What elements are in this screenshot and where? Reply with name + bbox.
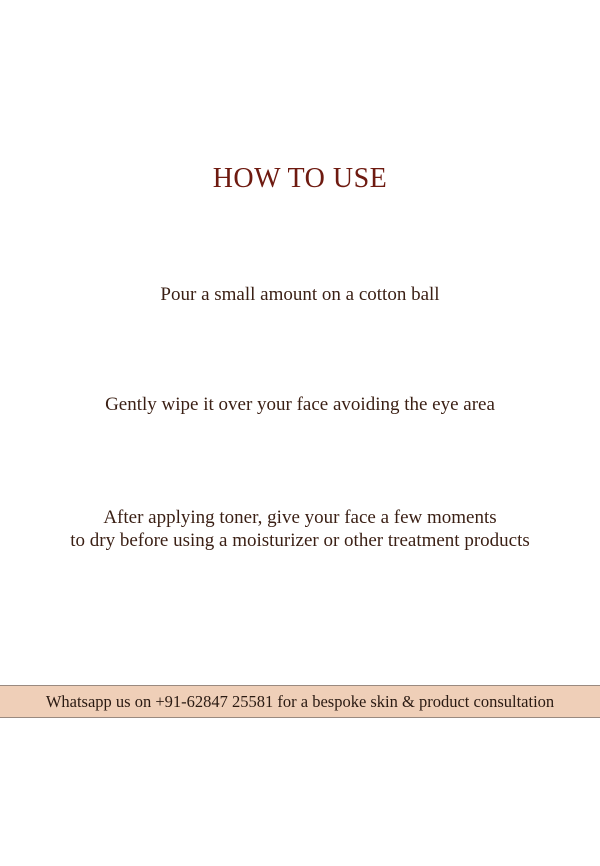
instruction-step-3 [0,506,600,552]
whatsapp-consultation-banner [0,685,600,718]
instruction-step-1: Pour a small amount on a cotton ball [160,284,440,305]
instruction-step-2: Gently wipe it over your face avoiding the eye area [105,394,495,415]
page-title: HOW TO USE [212,163,388,194]
instruction-step-3-line-2: to dry before using a moisturizer or other treatment products [70,530,530,551]
instruction-step-3-line-1: After applying toner, give your face a few moments [103,507,497,528]
whatsapp-consultation-text: Whatsapp us on +91-62847 25581 for a bespoke skin & product consultation [45,691,555,711]
